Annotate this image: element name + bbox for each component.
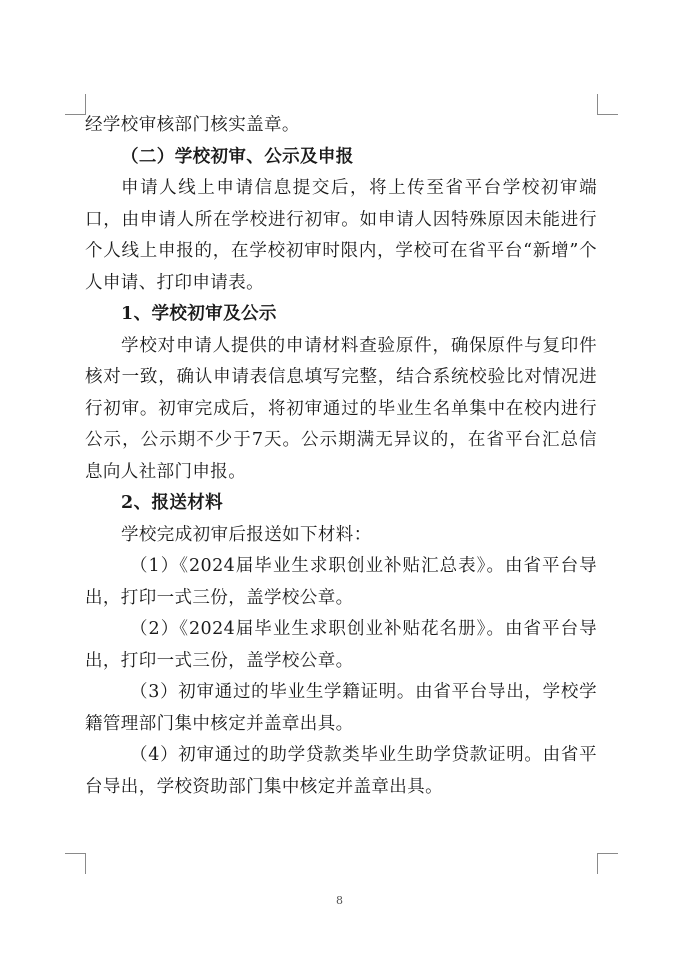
paragraph-continuation: 经学校审核部门核实盖章。	[85, 115, 300, 135]
list-item-loan-certificate: （4）初审通过的助学贷款类毕业生助学贷款证明。由省平台导出，学校资助部门集中核定并盖章出具。	[85, 745, 597, 797]
list-item-roster: （2）《2024届毕业生求职创业补贴花名册》。由省平台导出，打印一式三份，盖学校公章。	[85, 619, 597, 671]
paragraph-initial-review: 学校对申请人提供的申请材料查验原件，确保原件与复印件核对一致，确认申请表信息填写完整，结合系统校验比对情况进行初审。初审完成后，将初审通过的毕业生名单集中在校内进行公示，公示期不少于7天。公示期满无异议的，在省平台汇总信息向人社部门申报。	[85, 335, 597, 482]
list-item-student-status: （3）初审通过的毕业生学籍证明。由省平台导出，学校学籍管理部门集中核定并盖章出具。	[85, 682, 597, 734]
paragraph-materials-intro: 学校完成初审后报送如下材料：	[121, 524, 372, 545]
list-item-summary-table: （1）《2024届毕业生求职创业补贴汇总表》。由省平台导出，打印一式三份，盖学校公章。	[85, 556, 597, 608]
crop-mark-bottom-left	[65, 853, 86, 874]
section-heading-review-publicity: （二）学校初审、公示及申报	[121, 146, 354, 167]
crop-mark-bottom-right	[597, 853, 618, 874]
subheading-initial-review: 1、学校初审及公示	[121, 304, 277, 324]
document-body	[85, 110, 597, 803]
crop-mark-top-right	[597, 94, 618, 115]
crop-mark-top-left	[65, 94, 86, 115]
subheading-submit-materials: 2、报送材料	[121, 493, 224, 513]
page-number: 8	[336, 894, 343, 907]
paragraph-online-submission: 申请人线上申请信息提交后，将上传至省平台学校初审端口，由申请人所在学校进行初审。如申请人因特殊原因未能进行个人线上申报的，在学校初审时限内，学校可在省平台“新增”个人申请、打印申请表。	[85, 178, 597, 293]
